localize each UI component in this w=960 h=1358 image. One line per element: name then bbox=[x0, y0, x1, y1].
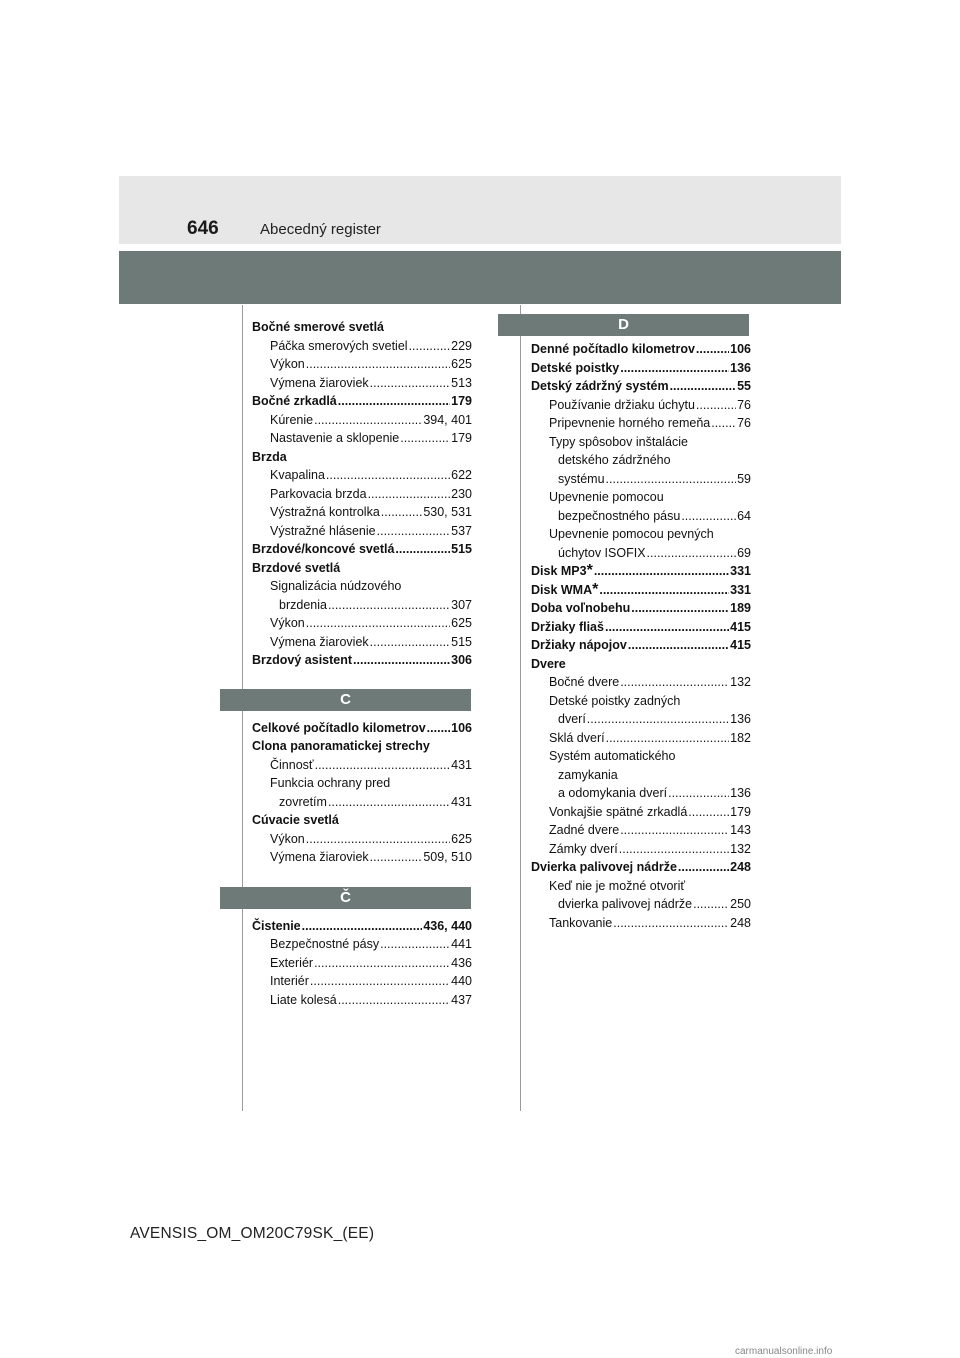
index-entry bbox=[252, 811, 472, 830]
index-entry-page: 179 bbox=[730, 804, 751, 819]
dot-leader bbox=[647, 544, 737, 563]
index-entry bbox=[252, 522, 472, 541]
index-entry-text: Keď nie je možné otvoriť bbox=[549, 878, 686, 893]
index-entry-text: Vonkajšie spätné zrkadlá bbox=[549, 804, 688, 819]
index-entry bbox=[531, 340, 751, 359]
index-entry bbox=[252, 793, 472, 812]
index-entry-page: 179 bbox=[451, 394, 472, 408]
index-entry-page: 625 bbox=[451, 357, 472, 371]
index-entry-text: Činnosť bbox=[270, 757, 314, 772]
dot-leader bbox=[670, 377, 737, 396]
dot-leader bbox=[681, 507, 736, 526]
dot-leader bbox=[628, 636, 729, 655]
index-entry-text: Výmena žiaroviek bbox=[270, 634, 369, 649]
index-entry bbox=[252, 651, 472, 670]
index-entry bbox=[531, 840, 751, 859]
index-entry-text: detského zádržného bbox=[558, 453, 671, 467]
index-entry-text: Upevnenie pomocou pevných bbox=[549, 527, 714, 541]
index-entry bbox=[531, 747, 751, 766]
letter-heading-cc: Č bbox=[220, 887, 471, 909]
dot-leader bbox=[599, 581, 729, 600]
index-entry-text: Disk WMA bbox=[531, 582, 593, 597]
index-entry-page: 69 bbox=[737, 545, 751, 560]
index-entry-page: 513 bbox=[451, 375, 472, 390]
dot-leader bbox=[587, 710, 729, 729]
dot-leader bbox=[711, 414, 736, 433]
index-entry-page: 307 bbox=[451, 597, 472, 612]
index-entry bbox=[252, 935, 472, 954]
index-entry-text: Výmena žiaroviek bbox=[270, 850, 369, 864]
index-entry-page: 64 bbox=[737, 508, 751, 523]
index-entry bbox=[252, 392, 472, 411]
page-number: 646 bbox=[187, 218, 219, 239]
index-entry bbox=[531, 692, 751, 711]
page-title: Abecedný register bbox=[260, 221, 381, 238]
index-entry-page: 537 bbox=[451, 523, 472, 538]
dot-leader bbox=[594, 562, 729, 581]
dot-leader bbox=[380, 935, 450, 954]
letter-heading-c: C bbox=[220, 689, 471, 711]
index-entry-page: 441 bbox=[451, 937, 472, 951]
index-entry bbox=[531, 673, 751, 692]
index-entry-text: Výstražné hlásenie bbox=[270, 523, 376, 538]
index-entry-page: 179 bbox=[451, 431, 472, 445]
index-entry bbox=[531, 710, 751, 729]
index-entry-page: 229 bbox=[451, 338, 472, 353]
index-entry-page: 136 bbox=[730, 786, 751, 800]
index-entry bbox=[252, 466, 472, 485]
dot-leader bbox=[620, 359, 729, 378]
index-entry-text: Tankovanie bbox=[549, 915, 613, 930]
index-entry-page: 436 bbox=[451, 955, 472, 970]
index-entry bbox=[252, 991, 472, 1010]
dot-leader bbox=[427, 719, 450, 738]
dot-leader bbox=[668, 784, 729, 803]
index-entry-text: Cúvacie svetlá bbox=[252, 813, 339, 827]
index-entry-text: Detské poistky bbox=[531, 360, 620, 375]
index-entry bbox=[531, 507, 751, 526]
index-entry-text: Brzda bbox=[252, 449, 287, 464]
dot-leader bbox=[409, 337, 451, 356]
index-entry bbox=[531, 451, 751, 470]
index-entry-text: Sklá dverí bbox=[549, 730, 605, 745]
index-entry-text: Čistenie bbox=[252, 918, 301, 933]
index-entry-page: 431 bbox=[451, 757, 472, 772]
index-entry bbox=[531, 895, 751, 914]
dot-leader bbox=[315, 756, 451, 775]
dot-leader bbox=[338, 392, 450, 411]
index-entry-text: Interiér bbox=[270, 974, 309, 988]
column-divider-right bbox=[520, 305, 521, 1111]
index-entry-text: Kúrenie bbox=[270, 412, 314, 427]
dot-leader bbox=[620, 821, 729, 840]
index-entry-text: Používanie držiaku úchytu bbox=[549, 397, 695, 412]
index-entry-page: 394, 401 bbox=[423, 412, 472, 427]
index-entry bbox=[531, 359, 751, 378]
index-entry bbox=[252, 719, 472, 738]
index-entry bbox=[252, 756, 472, 775]
dot-leader bbox=[619, 840, 729, 859]
index-entry-page: 515 bbox=[451, 542, 472, 556]
watermark: carmanualsonline.info bbox=[735, 1346, 833, 1357]
index-entry-page: 515 bbox=[451, 634, 472, 649]
index-entry-text: Funkcia ochrany pred bbox=[270, 776, 391, 790]
footer-code: AVENSIS_OM_OM20C79SK_(EE) bbox=[130, 1225, 375, 1242]
index-entry: Disk WMA * ..... 331 bbox=[531, 581, 751, 600]
index-entry-text: Exteriér bbox=[270, 955, 314, 970]
index-entry-text: Nastavenie a sklopenie bbox=[270, 431, 400, 445]
index-entry-page: 248 bbox=[730, 860, 751, 874]
index-entry-text: Upevnenie pomocou bbox=[549, 490, 664, 504]
index-entry-page: 437 bbox=[451, 992, 472, 1007]
dot-leader bbox=[314, 954, 450, 973]
dot-leader bbox=[302, 917, 423, 936]
dot-leader bbox=[381, 503, 423, 522]
index-section-b bbox=[252, 318, 472, 670]
index-entry bbox=[531, 858, 751, 877]
index-entry bbox=[252, 917, 472, 936]
index-section-d bbox=[531, 340, 751, 932]
dot-leader bbox=[400, 429, 450, 448]
header-band bbox=[119, 176, 841, 244]
index-entry bbox=[531, 414, 751, 433]
index-entry-text: Páčka smerových svetiel bbox=[270, 338, 408, 353]
index-entry-page: 59 bbox=[737, 471, 751, 486]
index-entry bbox=[531, 636, 751, 655]
index-entry bbox=[252, 737, 472, 756]
index-entry-text: systému bbox=[558, 471, 605, 486]
index-entry bbox=[252, 485, 472, 504]
index-entry-page: 230 bbox=[451, 486, 472, 501]
dot-leader bbox=[696, 396, 736, 415]
index-entry bbox=[531, 766, 751, 785]
index-entry-page: 331 bbox=[730, 582, 751, 597]
index-entry-page: 622 bbox=[451, 468, 472, 482]
dot-leader bbox=[368, 485, 451, 504]
dot-leader bbox=[326, 466, 450, 485]
index-entry-text: Brzdové/koncové svetlá bbox=[252, 542, 395, 556]
index-entry bbox=[531, 470, 751, 489]
index-entry-page: 250 bbox=[730, 897, 751, 911]
index-entry-text: zovretím bbox=[279, 794, 327, 809]
dot-leader bbox=[306, 614, 450, 633]
index-entry bbox=[531, 377, 751, 396]
index-entry bbox=[531, 488, 751, 507]
index-entry bbox=[531, 821, 751, 840]
index-column-left bbox=[252, 318, 472, 1009]
index-entry-text: úchytov ISOFIX bbox=[558, 545, 646, 560]
index-entry bbox=[252, 448, 472, 467]
index-entry-page: 625 bbox=[451, 831, 472, 846]
index-entry-text: Brzdový asistent bbox=[252, 653, 353, 667]
index-entry bbox=[252, 355, 472, 374]
index-entry-page: 415 bbox=[730, 638, 751, 652]
index-entry-text: Výkon bbox=[270, 831, 305, 846]
index-entry: Disk MP3 * ..... 331 bbox=[531, 562, 751, 581]
index-entry-text: Typy spôsobov inštalácie bbox=[549, 434, 688, 449]
index-entry-text: Výstražná kontrolka bbox=[270, 505, 380, 519]
index-entry-page: 331 bbox=[730, 564, 751, 578]
dot-leader bbox=[631, 599, 729, 618]
dot-leader bbox=[370, 374, 450, 393]
index-entry-text: Dvierka palivovej nádrže bbox=[531, 860, 677, 874]
index-entry-text: Bezpečnostné pásy bbox=[270, 937, 380, 951]
index-entry-page: 136 bbox=[730, 360, 751, 375]
dot-leader bbox=[606, 729, 730, 748]
index-entry-text: Výkon bbox=[270, 616, 305, 630]
index-entry-text: Brzdové svetlá bbox=[252, 560, 341, 575]
index-entry-text: Držiaky fliaš bbox=[531, 619, 604, 634]
index-entry-text: zamykania bbox=[558, 767, 618, 782]
index-entry bbox=[252, 954, 472, 973]
dot-leader bbox=[328, 793, 450, 812]
index-entry bbox=[252, 503, 472, 522]
index-entry bbox=[252, 559, 472, 578]
dot-leader bbox=[306, 355, 450, 374]
index-entry-text: brzdenia bbox=[279, 597, 327, 612]
index-entry-text: Parkovacia brzda bbox=[270, 486, 367, 501]
index-entry-page: 106 bbox=[451, 720, 472, 735]
index-entry bbox=[252, 429, 472, 448]
index-entry-page: 76 bbox=[737, 416, 751, 430]
dot-leader bbox=[606, 470, 737, 489]
index-entry-text: dvierka palivovej nádrže bbox=[558, 897, 693, 911]
index-entry-text: Detský zádržný systém bbox=[531, 379, 669, 393]
dot-leader bbox=[370, 633, 450, 652]
index-entry bbox=[531, 396, 751, 415]
index-entry-text: Doba voľnobehu bbox=[531, 601, 631, 615]
index-entry-page: 436, 440 bbox=[423, 918, 472, 933]
index-entry bbox=[531, 729, 751, 748]
index-entry-text: Detské poistky zadných bbox=[549, 693, 681, 708]
index-entry-text: Signalizácia núdzového bbox=[270, 579, 402, 593]
index-entry bbox=[252, 337, 472, 356]
dot-leader bbox=[693, 895, 729, 914]
dot-leader bbox=[696, 340, 729, 359]
index-entry-page: 431 bbox=[451, 794, 472, 809]
index-entry-page: 132 bbox=[730, 841, 751, 856]
index-entry-text: Denné počítadlo kilometrov bbox=[531, 342, 695, 356]
index-entry-page: 132 bbox=[730, 675, 751, 689]
index-entry-text: Dvere bbox=[531, 656, 566, 671]
index-entry-text: Výmena žiaroviek bbox=[270, 375, 369, 390]
dot-leader bbox=[338, 991, 450, 1010]
index-entry bbox=[531, 433, 751, 452]
index-entry bbox=[531, 599, 751, 618]
header-bar bbox=[119, 251, 841, 304]
index-entry bbox=[531, 803, 751, 822]
index-entry bbox=[531, 914, 751, 933]
index-column-right bbox=[531, 340, 751, 932]
index-entry-page: 136 bbox=[730, 712, 751, 726]
dot-leader bbox=[620, 673, 729, 692]
index-entry bbox=[531, 544, 751, 563]
index-entry-text: Zámky dverí bbox=[549, 841, 618, 856]
index-entry-page: 189 bbox=[730, 601, 751, 615]
index-entry bbox=[252, 972, 472, 991]
index-entry-text: Výkon bbox=[270, 357, 305, 371]
dot-leader bbox=[328, 596, 450, 615]
index-entry bbox=[252, 848, 472, 867]
index-entry-text: a odomykania dverí bbox=[558, 786, 668, 800]
index-entry-page: 415 bbox=[730, 619, 751, 634]
dot-leader bbox=[306, 830, 450, 849]
index-entry-page: 625 bbox=[451, 616, 472, 630]
index-entry-page: 248 bbox=[730, 915, 751, 930]
dot-leader bbox=[395, 540, 450, 559]
index-entry bbox=[252, 540, 472, 559]
index-entry-page: 306 bbox=[451, 653, 472, 667]
index-entry-page: 530, 531 bbox=[423, 505, 472, 519]
index-entry bbox=[252, 318, 472, 337]
index-entry bbox=[252, 633, 472, 652]
dot-leader bbox=[605, 618, 729, 637]
index-entry-text: Bočné zrkadlá bbox=[252, 394, 337, 408]
index-entry bbox=[252, 830, 472, 849]
index-entry-text: Bočné smerové svetlá bbox=[252, 320, 385, 334]
index-entry-page: 509, 510 bbox=[423, 850, 472, 864]
index-entry bbox=[531, 877, 751, 896]
index-entry-text: Držiaky nápojov bbox=[531, 638, 627, 652]
index-entry bbox=[252, 411, 472, 430]
index-entry bbox=[252, 596, 472, 615]
index-entry-page: 76 bbox=[737, 397, 751, 412]
dot-leader bbox=[678, 858, 729, 877]
index-entry-text: Celkové počítadlo kilometrov bbox=[252, 720, 426, 735]
index-section-cc bbox=[252, 917, 472, 1010]
letter-heading-d: D bbox=[498, 314, 749, 336]
index-entry-text: Disk MP3 bbox=[531, 564, 587, 578]
index-entry bbox=[531, 525, 751, 544]
index-entry-text: Pripevnenie horného remeňa bbox=[549, 416, 711, 430]
index-entry-text: Bočné dvere bbox=[549, 675, 620, 689]
index-entry bbox=[531, 784, 751, 803]
index-entry-text: bezpečnostného pásu bbox=[558, 508, 681, 523]
index-entry-text: dverí bbox=[558, 712, 586, 726]
index-entry-page: 55 bbox=[737, 379, 751, 393]
index-entry-page: 182 bbox=[730, 730, 751, 745]
dot-leader bbox=[688, 803, 729, 822]
dot-leader bbox=[613, 914, 729, 933]
index-entry bbox=[531, 618, 751, 637]
index-entry-page: 143 bbox=[730, 823, 751, 837]
index-entry-text: Kvapalina bbox=[270, 468, 325, 482]
dot-leader bbox=[377, 522, 451, 541]
index-entry bbox=[252, 614, 472, 633]
index-entry bbox=[252, 374, 472, 393]
dot-leader bbox=[353, 651, 450, 670]
index-entry bbox=[252, 577, 472, 596]
index-entry-text: Systém automatického bbox=[549, 749, 676, 763]
index-entry-text: Clona panoramatickej strechy bbox=[252, 739, 430, 753]
index-entry-text: Liate kolesá bbox=[270, 992, 337, 1007]
index-entry-page: 106 bbox=[730, 342, 751, 356]
index-section-c bbox=[252, 719, 472, 867]
dot-leader bbox=[310, 972, 450, 991]
dot-leader bbox=[370, 848, 423, 867]
index-entry bbox=[252, 774, 472, 793]
index-entry-page: 440 bbox=[451, 974, 472, 988]
dot-leader bbox=[314, 411, 422, 430]
index-entry bbox=[531, 655, 751, 674]
index-entry-text: Zadné dvere bbox=[549, 823, 620, 837]
